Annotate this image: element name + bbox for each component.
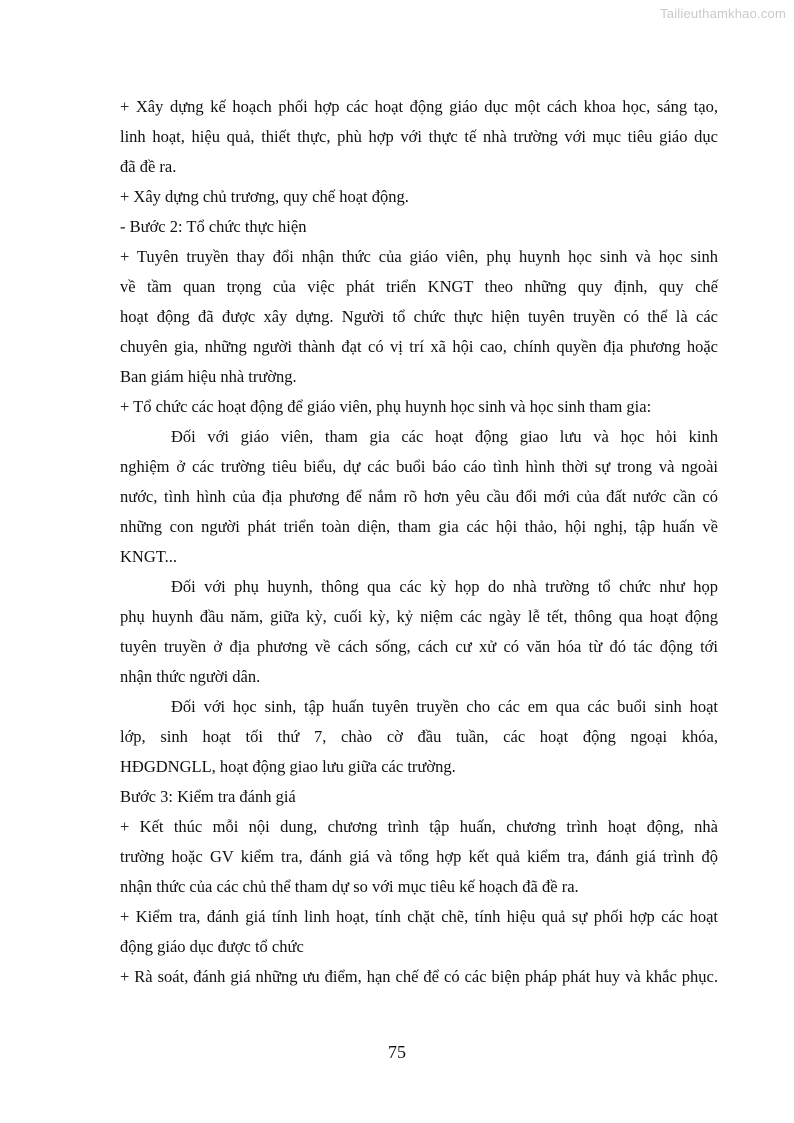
- text-line: chuyên gia, những người thành đạt có vị trí xã hội cao, chính quyền địa phương hoặc: [120, 337, 718, 356]
- text-line: về tầm quan trọng của việc phát triển KNGT theo những quy định, quy chế: [120, 277, 718, 296]
- text-line: - Bước 2: Tổ chức thực hiện: [120, 217, 307, 236]
- text-line: nghiệm ở các trường tiêu biểu, dự các buổi báo cáo tình hình thời sự trong và ngoài: [120, 457, 718, 476]
- text-line: HĐGDNGLL, hoạt động giao lưu giữa các trường.: [120, 757, 456, 776]
- text-line: + Kết thúc mỗi nội dung, chương trình tập huấn, chương trình hoạt động, nhà: [120, 817, 718, 836]
- text-line: nhận thức người dân.: [120, 667, 261, 686]
- text-line: + Rà soát, đánh giá những ưu điểm, hạn chế để có các biện pháp phát huy và khắc phục.: [120, 967, 718, 986]
- text-line: trường hoặc GV kiểm tra, đánh giá và tổng hợp kết quả kiểm tra, đánh giá trình độ: [120, 847, 718, 866]
- page-number: 75: [388, 1042, 406, 1062]
- text-line: nhận thức của các chủ thể tham dự so với mục tiêu kế hoạch đã đề ra.: [120, 877, 579, 896]
- document-body: [120, 92, 718, 992]
- text-line: Đối với phụ huynh, thông qua các kỳ họp do nhà trường tổ chức như họp: [171, 577, 718, 596]
- text-line: động giáo dục được tổ chức: [120, 937, 304, 956]
- text-line: Ban giám hiệu nhà trường.: [120, 367, 297, 386]
- text-line: + Xây dựng kế hoạch phối hợp các hoạt động giáo dục một cách khoa học, sáng tạo,: [120, 97, 718, 116]
- text-line: + Xây dựng chủ trương, quy chế hoạt động.: [120, 187, 409, 206]
- text-line: Đối với giáo viên, tham gia các hoạt động giao lưu và học hỏi kinh: [171, 427, 718, 446]
- text-line: Bước 3: Kiểm tra đánh giá: [120, 787, 296, 806]
- text-line: phụ huynh đầu năm, giữa kỳ, cuối kỳ, kỷ niệm các ngày lễ tết, thông qua hoạt động: [120, 607, 718, 626]
- text-line: + Tuyên truyền thay đổi nhận thức của giáo viên, phụ huynh học sinh và học sinh: [120, 247, 718, 266]
- text-line: hoạt động đã được xây dựng. Người tổ chức thực hiện tuyên truyền có thể là các: [120, 307, 718, 326]
- text-line: lớp, sinh hoạt tối thứ 7, chào cờ đầu tuần, các hoạt động ngoại khóa,: [120, 727, 718, 746]
- text-line: đã đề ra.: [120, 157, 177, 176]
- text-line: tuyên truyền ở địa phương về cách sống, cách cư xử có văn hóa từ đó tác động tới: [120, 637, 718, 656]
- text-line: + Tổ chức các hoạt động để giáo viên, phụ huynh học sinh và học sinh tham gia:: [120, 397, 652, 416]
- text-line: nước, tình hình của địa phương để nắm rõ hơn yêu cầu đổi mới của đất nước cần có: [120, 487, 718, 506]
- text-line: KNGT...: [120, 547, 177, 566]
- watermark: Tailieuthamkhao.com: [660, 6, 786, 21]
- text-line: Đối với học sinh, tập huấn tuyên truyền cho các em qua các buổi sinh hoạt: [171, 697, 718, 716]
- text-line: + Kiểm tra, đánh giá tính linh hoạt, tính chặt chẽ, tính hiệu quả sự phối hợp các hoạt: [120, 907, 718, 926]
- text-line: linh hoạt, hiệu quả, thiết thực, phù hợp với thực tế nhà trường với mục tiêu giáo dục: [120, 127, 718, 146]
- text-line: những con người phát triển toàn diện, tham gia các hội thảo, hội nghị, tập huấn về: [120, 517, 718, 536]
